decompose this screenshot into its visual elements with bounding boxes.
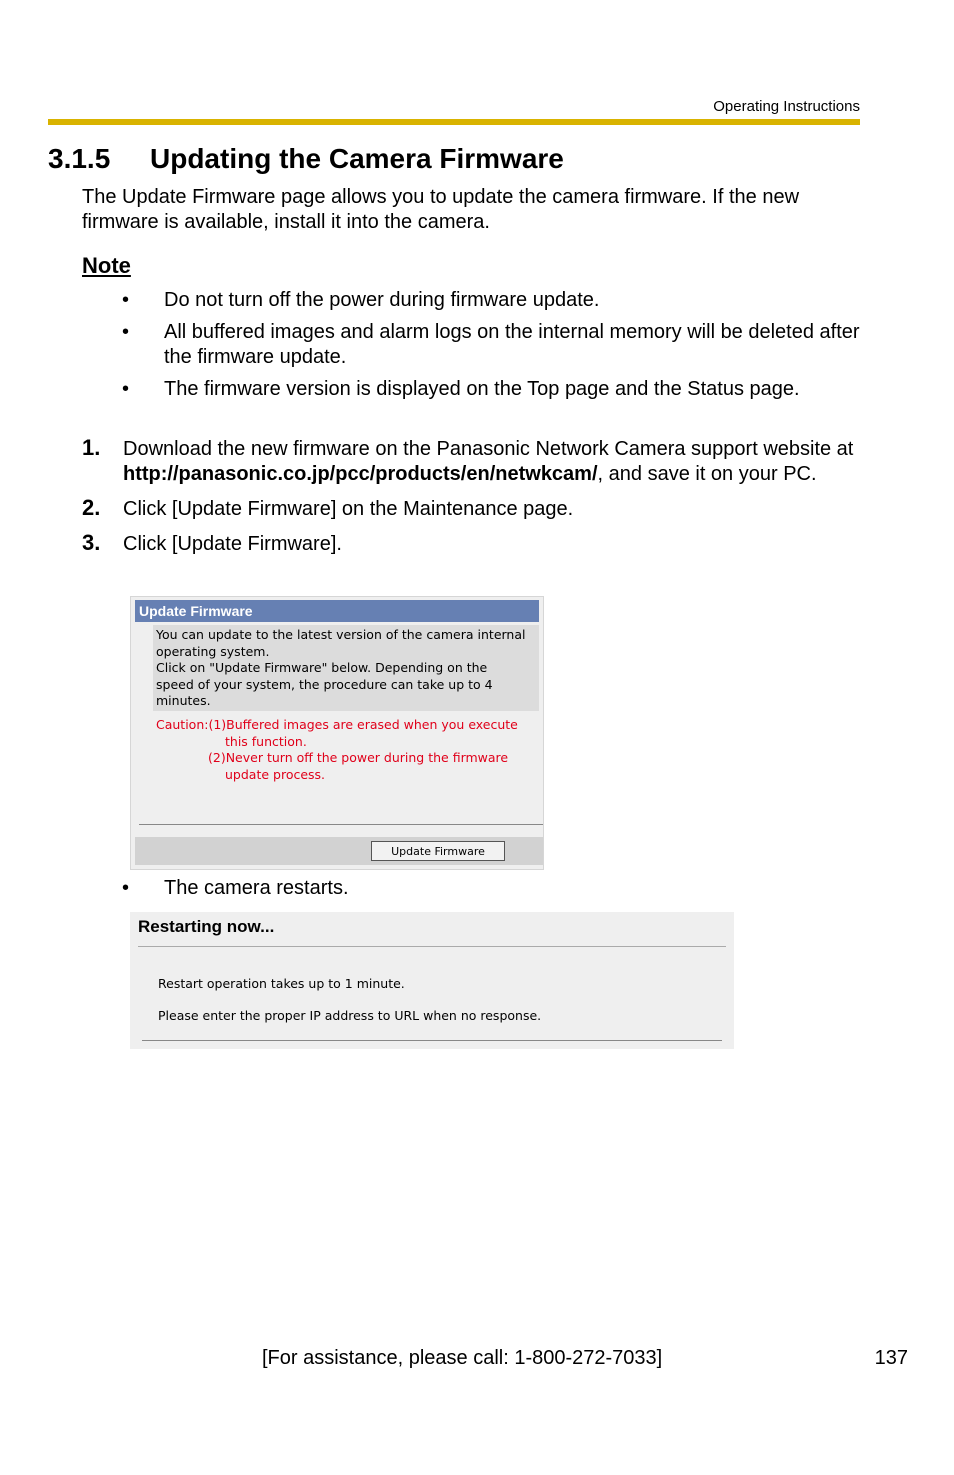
list-item bbox=[82, 288, 872, 313]
bullet-icon: • bbox=[122, 877, 130, 899]
step-text: Click [Update Firmware]. bbox=[123, 533, 342, 555]
step-number: 2. bbox=[82, 495, 101, 520]
step-item bbox=[82, 532, 872, 557]
bullet-icon: • bbox=[122, 321, 130, 343]
note-text: All buffered images and alarm logs on the internal memory will be deleted after the firmware update. bbox=[164, 321, 860, 368]
divider bbox=[138, 946, 726, 947]
restart-info-line: Restart operation takes up to 1 minute. bbox=[158, 976, 405, 991]
caution-text bbox=[156, 717, 536, 783]
step-text: Download the new firmware on the Panasonic Network Camera support website at bbox=[123, 438, 854, 460]
list-item bbox=[82, 320, 872, 370]
info-line: speed of your system, the procedure can take up to 4 bbox=[156, 676, 493, 692]
info-line: minutes. bbox=[156, 693, 211, 708]
header-rule bbox=[48, 119, 860, 125]
section-title bbox=[48, 143, 564, 175]
caution-line: Caution:(1)Buffered images are erased when you execute bbox=[156, 717, 518, 732]
note-text: Do not turn off the power during firmware update. bbox=[164, 289, 600, 311]
restarting-title: Restarting now... bbox=[138, 917, 275, 936]
support-url-link[interactable]: http://panasonic.co.jp/pcc/products/en/netwkcam/ bbox=[123, 463, 598, 485]
caution-line: update process. bbox=[225, 766, 326, 782]
step-text: Click [Update Firmware] on the Maintenance page. bbox=[123, 498, 574, 520]
info-line: operating system. bbox=[156, 643, 270, 659]
caution-line: this function. bbox=[225, 733, 307, 749]
divider bbox=[139, 824, 543, 825]
divider bbox=[142, 1040, 722, 1041]
section-title-text: Updating the Camera Firmware bbox=[150, 143, 564, 174]
assistance-footer: [For assistance, please call: 1-800-272-7033] bbox=[262, 1347, 663, 1369]
note-list bbox=[82, 288, 872, 409]
update-firmware-screenshot bbox=[130, 596, 544, 870]
restarting-screenshot bbox=[130, 912, 734, 1049]
info-line: You can update to the latest version of the camera internal bbox=[156, 627, 526, 642]
page-number: 137 bbox=[874, 1347, 908, 1369]
running-header: Operating Instructions bbox=[713, 98, 860, 115]
note-heading: Note bbox=[82, 253, 131, 278]
note-text: The firmware version is displayed on the Top page and the Status page. bbox=[164, 378, 800, 400]
step-text: , and save it on your PC. bbox=[597, 463, 817, 485]
steps-list bbox=[82, 437, 872, 567]
step-number: 3. bbox=[82, 530, 101, 555]
caution-line: (2)Never turn off the power during the firmware bbox=[208, 750, 509, 765]
intro-paragraph: The Update Firmware page allows you to update the camera firmware. If the new firmware is available, install it into the camera. bbox=[82, 186, 800, 233]
step-number: 1. bbox=[82, 435, 101, 460]
bullet-icon: • bbox=[122, 378, 130, 400]
update-info-box bbox=[153, 625, 539, 711]
step-item bbox=[82, 497, 872, 522]
update-firmware-titlebar: Update Firmware bbox=[135, 600, 539, 622]
update-firmware-button[interactable]: Update Firmware bbox=[371, 841, 505, 861]
restart-info-line: Please enter the proper IP address to URL when no response. bbox=[158, 1008, 542, 1023]
list-item bbox=[82, 377, 872, 402]
info-line: Click on "Update Firmware" below. Depending on the bbox=[156, 660, 488, 675]
section-number: 3.1.5 bbox=[48, 143, 111, 174]
step-item bbox=[82, 437, 872, 487]
restart-bullet-text: The camera restarts. bbox=[164, 877, 349, 899]
bullet-icon: • bbox=[122, 289, 130, 311]
